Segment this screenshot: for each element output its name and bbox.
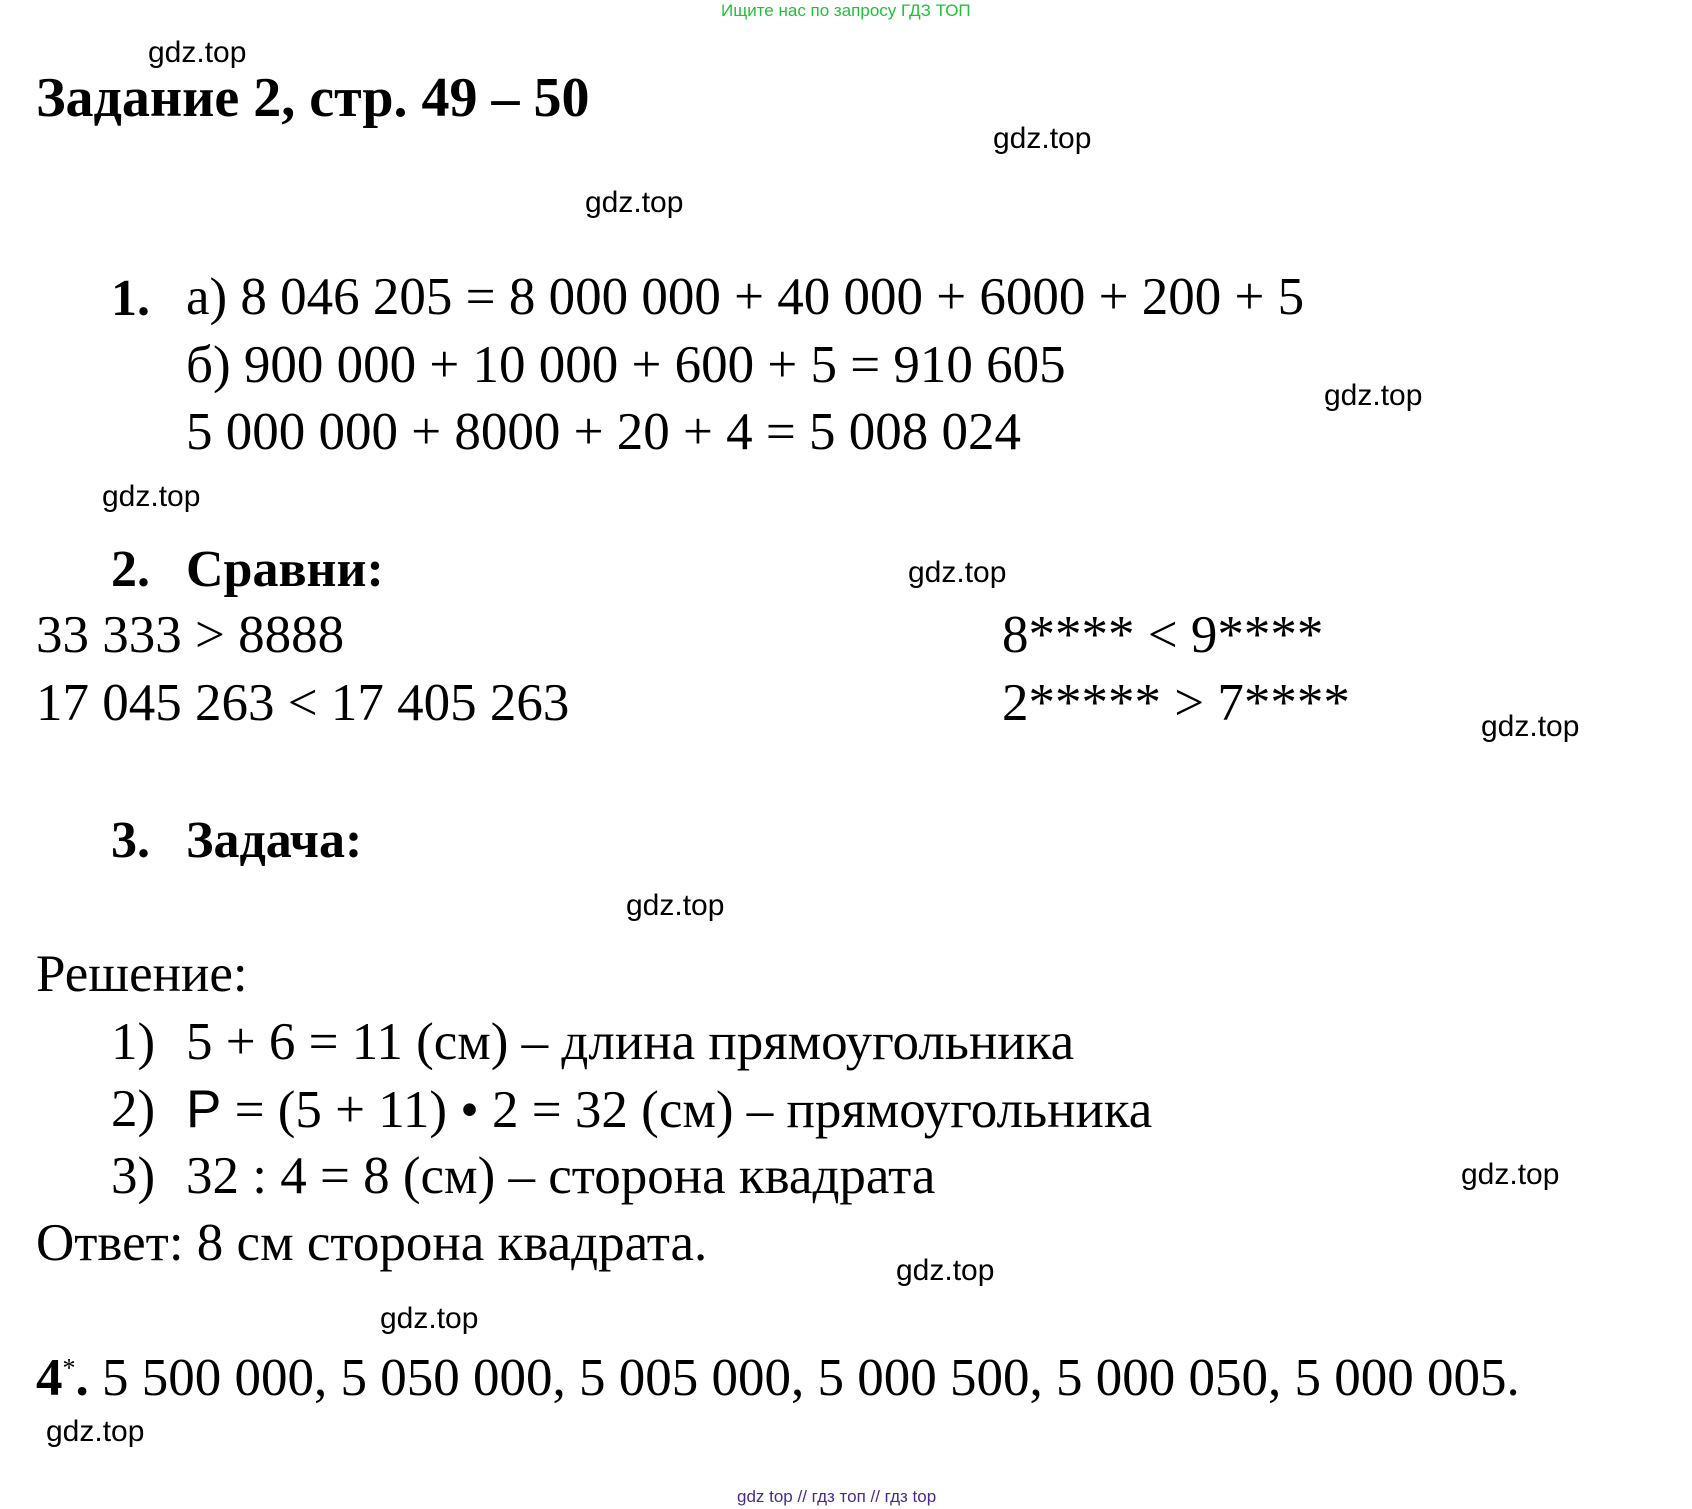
task1-number: 1. <box>111 270 150 327</box>
task4-line <box>36 1349 1520 1407</box>
task1-line-b: б) 900 000 + 10 000 + 600 + 5 = 910 605 <box>186 336 1066 394</box>
top-banner: Ищите нас по запросу ГДЗ ТОП <box>721 1 971 20</box>
answer: Ответ: 8 см сторона квадрата. <box>36 1214 708 1272</box>
compare-right-2: 2***** > 7**** <box>1002 674 1350 732</box>
page-title: Задание 2, стр. 49 – 50 <box>36 67 590 129</box>
task1-line-a: а) 8 046 205 = 8 000 000 + 40 000 + 6000 + 200 + 5 <box>186 268 1305 326</box>
step-number: 3) <box>111 1147 156 1205</box>
compare-right-1: 8**** < 9**** <box>1002 606 1324 664</box>
solution-label: Решение: <box>36 945 248 1003</box>
step-text: 5 + 6 = 11 (см) – длина прямоугольника <box>186 1013 1075 1071</box>
watermark: gdz.top <box>380 1302 479 1335</box>
watermark: gdz.top <box>626 889 725 922</box>
watermark: gdz.top <box>1461 1158 1560 1191</box>
step-text: 32 : 4 = 8 (см) – сторона квадрата <box>186 1147 936 1205</box>
step-text <box>186 1080 1153 1139</box>
compare-left-2: 17 045 263 < 17 405 263 <box>36 674 570 732</box>
task4-text: 5 500 000, 5 050 000, 5 005 000, 5 000 500, 5 000 050, 5 000 005. <box>102 1349 1520 1407</box>
task3-heading: Задача: <box>186 812 363 869</box>
watermark: gdz.top <box>102 480 201 513</box>
bottom-banner: gdz top // гдз топ // гдз top <box>737 1487 937 1506</box>
watermark: gdz.top <box>585 186 684 219</box>
step-text-rest: = (5 + 11) • 2 = 32 (см) – прямоугольника <box>221 1081 1153 1139</box>
compare-left-1: 33 333 > 8888 <box>36 606 345 664</box>
watermark: gdz.top <box>1324 379 1423 412</box>
watermark: gdz.top <box>908 556 1007 589</box>
task4-number: 4 <box>36 1349 63 1407</box>
perimeter-symbol: P <box>186 1080 222 1139</box>
step-number: 2) <box>111 1080 156 1138</box>
watermark: gdz.top <box>46 1415 145 1448</box>
watermark: gdz.top <box>1481 710 1580 743</box>
step-number: 1) <box>111 1013 156 1071</box>
task4-star: * <box>62 1353 76 1383</box>
watermark: gdz.top <box>896 1254 995 1287</box>
task2-number: 2. <box>111 541 150 598</box>
watermark: gdz.top <box>148 36 247 69</box>
task1-line-c: 5 000 000 + 8000 + 20 + 4 = 5 008 024 <box>186 403 1022 461</box>
task2-heading: Сравни: <box>186 541 384 598</box>
task3-number: 3. <box>111 812 150 869</box>
task4-dot: . <box>75 1349 89 1407</box>
watermark: gdz.top <box>993 122 1092 155</box>
